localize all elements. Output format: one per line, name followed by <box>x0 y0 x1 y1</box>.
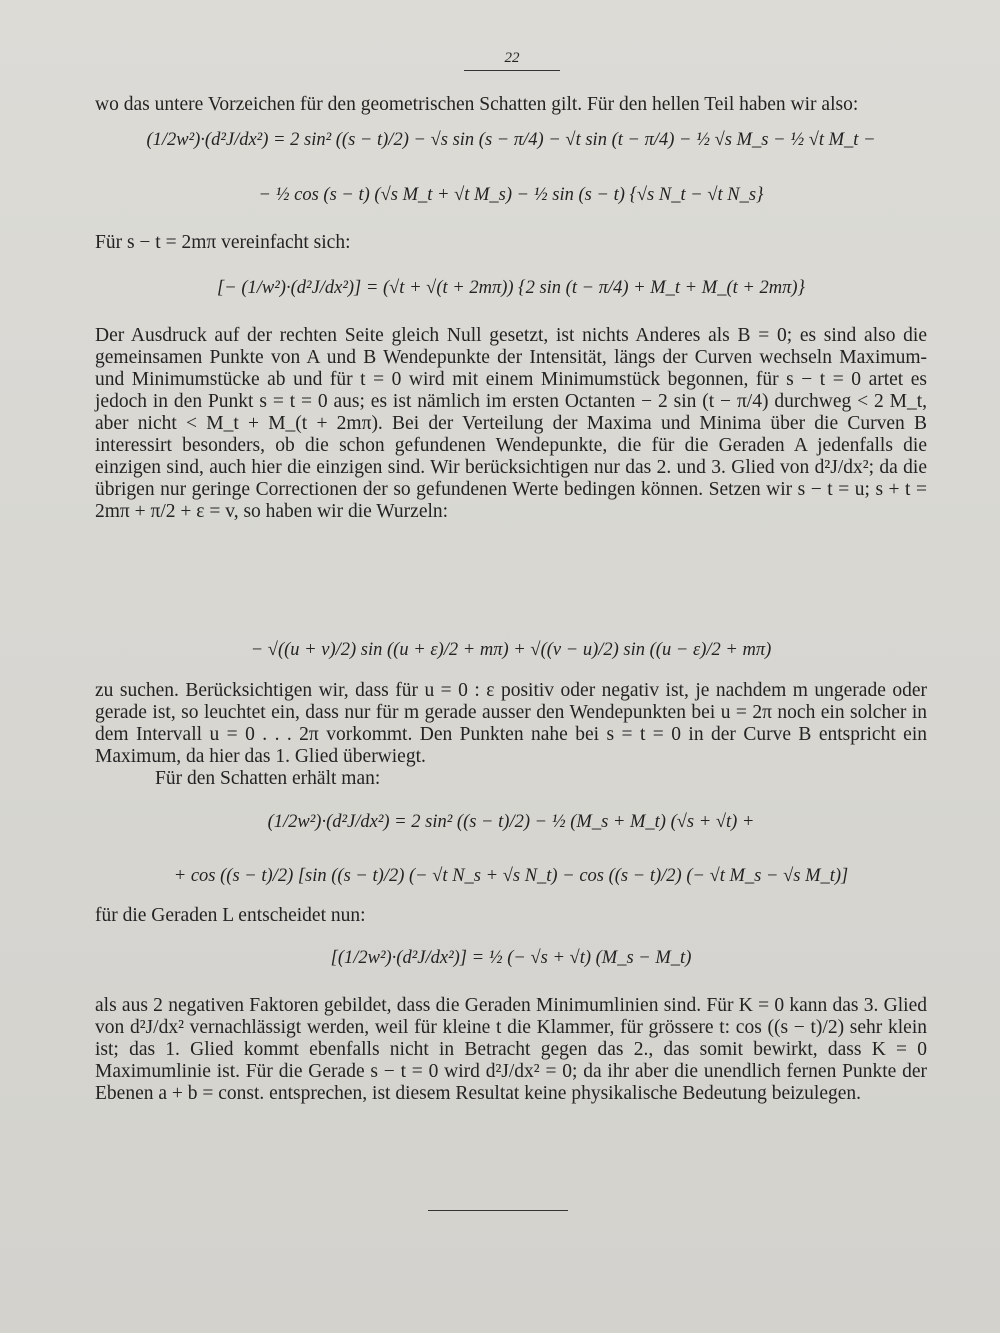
page-number-rule <box>464 70 560 71</box>
paragraph-shadow-intro: Für den Schatten erhält man: <box>155 768 381 789</box>
equation-simplified: [− (1/w²)·(d²J/dx²)] = (√t + √(t + 2mπ)) {2 sin (t − π/4) + M_t + M_(t + 2mπ)} <box>217 278 805 298</box>
page-number: 22 <box>504 50 520 66</box>
paragraph-lines-L: für die Geraden L entscheidet nun: <box>95 905 366 926</box>
equation-lines-L: [(1/2w²)·(d²J/dx²)] = ½ (− √s + √t) (M_s − M_t) <box>330 948 692 968</box>
paragraph-intro: wo das untere Vorzeichen für den geometrischen Schatten gilt. Für den hellen Teil haben wir also: <box>95 94 859 115</box>
paragraph-simplification: Für s − t = 2mπ vereinfacht sich: <box>95 232 351 253</box>
paragraph-conclusion: als aus 2 negativen Faktoren gebildet, dass die Geraden Minimumlinien sind. Für K = 0 kann das 3. Glied von d²J/dx² vernachlässigt werden, weil für kleine t die Klammer, für grössere t: cos ((s − t)/2) sehr klein ist; das 1. Glied kommt ebenfalls nicht in Betracht gegen das 2., das somit bewirkt, dass K = 0 Maximumlinie ist. Für die Gerade s − t = 0 wird d²J/dx² = 0; da ihr aber die unendlich fernen Punkte der Ebenen a + b = const. entsprechen, ist diesem Resultat keine physikalische Bedeutung beizulegen. <box>95 995 927 1104</box>
equation-shadow-line-1: (1/2w²)·(d²J/dx²) = 2 sin² ((s − t)/2) − ½ (M_s + M_t) (√s + √t) + <box>267 812 755 832</box>
paragraph-inflection-points: Der Ausdruck auf der rechten Seite gleich Null gesetzt, ist nichts Anderes als B = 0; es sind also die gemeinsamen Punkte von A und B Wendepunkte der Intensität, längs der Curven wechseln Maximum- und Minimumstücke ab und für t = 0 wird mit einem Minimumstück begonnen, für s − t = 0 artet es jedoch in den Punkt s = t = 0 aus; es ist nämlich im ersten Octanten − 2 sin (t − π/4) durchweg < 2 M_t, aber nicht < M_t + M_(t + 2mπ). Bei der Verteilung der Maxima und Minima über die Curven B interessirt besonders, ob die schon gefundenen Wendepunkte, die für die Geraden A jedenfalls die einzigen sind, auch hier die einzigen sind. Wir berücksichtigen nur das 2. und 3. Glied von d²J/dx²; da die übrigen nur geringe Correctionen der so gefundenen Werte bedingen können. Setzen wir s − t = u; s + t = 2mπ + π/2 + ε = v, so haben wir die Wurzeln: <box>95 325 927 522</box>
end-rule <box>428 1210 568 1211</box>
equation-bright-part-line-2: − ½ cos (s − t) (√s M_t + √t M_s) − ½ sin (s − t) {√s N_t − √t N_s} <box>258 185 764 205</box>
equation-bright-part-line-1: (1/2w²)·(d²J/dx²) = 2 sin² ((s − t)/2) − √s sin (s − π/4) − √t sin (t − π/4) − ½ √s M_s − ½ √t M_t − <box>146 130 876 150</box>
paragraph-interval: zu suchen. Berücksichtigen wir, dass für u = 0 : ε positiv oder negativ ist, je nachdem m ungerade oder gerade ist, so leuchtet ein, dass nur für m gerade ausser den Wendepunkten bei u = 2π noch ein solcher in dem Intervall u = 0 . . . 2π vorkommt. Den Punkten nahe bei s = t = 0 in der Curve B entspricht ein Maximum, da hier das 1. Glied überwiegt. <box>95 680 927 767</box>
equation-shadow-line-2: + cos ((s − t)/2) [sin ((s − t)/2) (− √t N_s + √s N_t) − cos ((s − t)/2) (− √t M_s − √s M_t)] <box>173 866 849 886</box>
equation-roots: − √((u + v)/2) sin ((u + ε)/2 + mπ) + √((v − u)/2) sin ((u − ε)/2 + mπ) <box>250 640 772 660</box>
